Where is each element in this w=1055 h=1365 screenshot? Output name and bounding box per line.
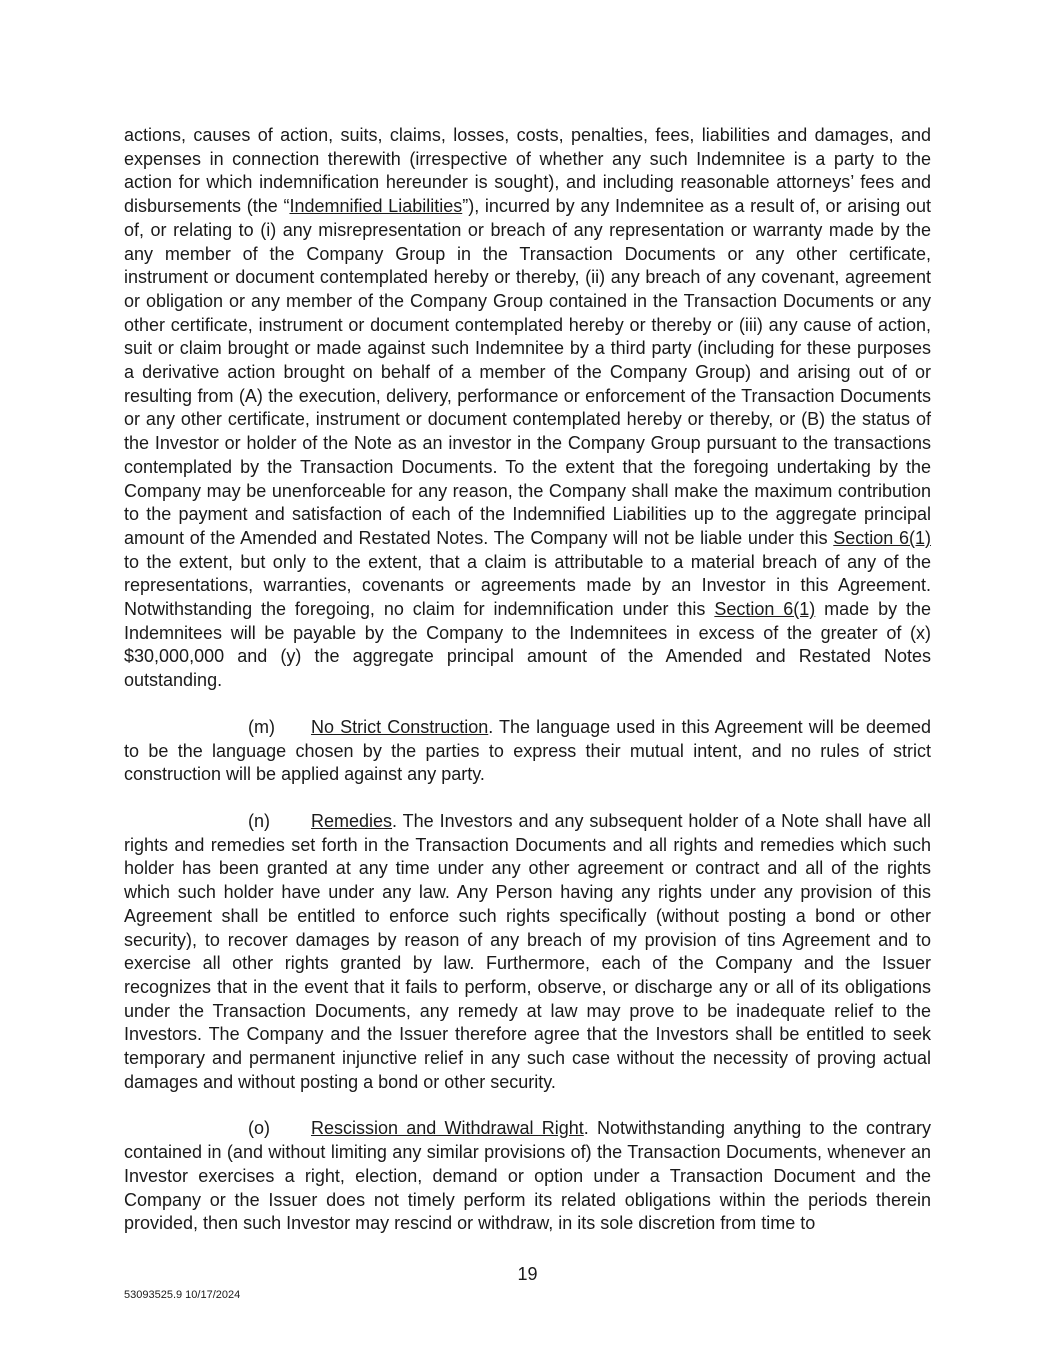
paragraph-l-text-4: made by the Indemnitees will be payable by the Company to the Indemnitees in excess of the greater of (x) $30,000,000 and (y) the aggregate principal amount of the Amended and Restated Notes outstanding. xyxy=(124,599,932,691)
document-id-footer: 53093525.9 10/17/2024 xyxy=(124,1289,241,1301)
section-reference-link: Section 6(1) xyxy=(714,599,816,620)
paragraph-text: . Notwithstanding anything to the contrary contained in (and without limiting any similar provisions of) the Transaction Documents, whenever an Investor exercises a right, election, demand or option under a Transaction Document and the Company or the Issuer does not timely perform its related obligations within the periods therein provided, then such Investor may rescind or withdraw, in its sole discretion from time to xyxy=(124,1118,931,1234)
paragraph-heading: No Strict Construction xyxy=(311,716,489,737)
paragraph-enum: (n) xyxy=(248,810,270,831)
paragraph-heading: Remedies xyxy=(311,810,393,831)
paragraph-n-remedies xyxy=(124,810,931,1094)
paragraph-l-text-3: to the extent, but only to the extent, that a claim is attributable to a material breach of any of the representations, warranties, covenants or agreements made by an Investor in this Agreement. Notwithstanding the foregoing, no claim for indemnification under this xyxy=(124,551,931,620)
page-number: 19 xyxy=(517,1264,538,1284)
document-body xyxy=(124,124,931,1259)
paragraph-text: . The language used in this Agreement will be deemed to be the language chosen by the parties to express their mutual intent, and no rules of strict construction will be applied against any party. xyxy=(124,716,932,785)
paragraph-l-text-2: ”), incurred by any Indemnitee as a result of, or arising out of, or relating to (i) any misrepresentation or breach of any representation or warranty made by the any member of the Company Group in the Transaction Documents or any other certificate, instrument or document contemplated hereby or thereby, (ii) any breach of any covenant, agreement or obligation or any member of the Company Group contained in the Transaction Documents or any other certificate, instrument or document contemplated hereby or thereby or (iii) any cause of action, suit or claim brought or made against such Indemnitee by a third party (including for these purposes a derivative action brought on behalf of a member of the Company Group) and arising out of or resulting from (A) the execution, delivery, performance or enforcement of the Transaction Documents or any other certificate, instrument or document contemplated hereby or thereby, or (B) the status of the Investor or holder of the Note as an investor in the Company Group pursuant to the transactions contemplated by the Transaction Documents. To the extent that the foregoing undertaking by the Company may be unenforceable for any reason, the Company shall make the maximum contribution to the payment and satisfaction of each of the Indemnified Liabilities up to the aggregate principal amount of the Amended and Restated Notes. The Company will not be liable under this xyxy=(124,196,931,548)
defined-term-indemnified-liabilities: Indemnified Liabilities xyxy=(289,196,463,217)
paragraph-o-rescission-and-withdrawal-right xyxy=(124,1117,931,1236)
paragraph-enum: (o) xyxy=(248,1118,270,1139)
paragraph-l-continuation xyxy=(124,124,931,693)
paragraph-enum: (m) xyxy=(248,716,275,737)
paragraph-text: . The Investors and any subsequent holder of a Note shall have all rights and remedies set forth in the Transaction Documents and all rights and remedies which such holder has been granted at any time under any other agreement or contract and all of the rights which such holder have under any law. Any Person having any rights under any provision of this Agreement shall be entitled to enforce such rights specifically (without posting a bond or other security), to recover damages by reason of any breach of my provision of tins Agreement and to exercise all other rights granted by law. Furthermore, each of the Company and the Issuer recognizes that in the event that it fails to perform, observe, or discharge any or all of its obligations under the Transaction Documents, any remedy at law may prove to be inadequate relief to the Investors. The Company and the Issuer therefore agree that the Investors shall be entitled to seek temporary and permanent injunctive relief in any such case without the necessity of proving actual damages and without posting a bond or other security. xyxy=(124,810,931,1092)
section-reference-link: Section 6(1) xyxy=(833,527,931,548)
paragraph-l-text-1: actions, causes of action, suits, claims, losses, costs, penalties, fees, liabilities and damages, and expenses in connection therewith (irrespective of whether any such Indemnitee is a party to the action for which indemnification hereunder is sought), and including reasonable attorneys’ fees and disbursements (the “ xyxy=(124,125,931,217)
paragraph-heading: Rescission and Withdrawal Right xyxy=(311,1118,584,1139)
paragraph-m-no-strict-construction xyxy=(124,716,931,787)
